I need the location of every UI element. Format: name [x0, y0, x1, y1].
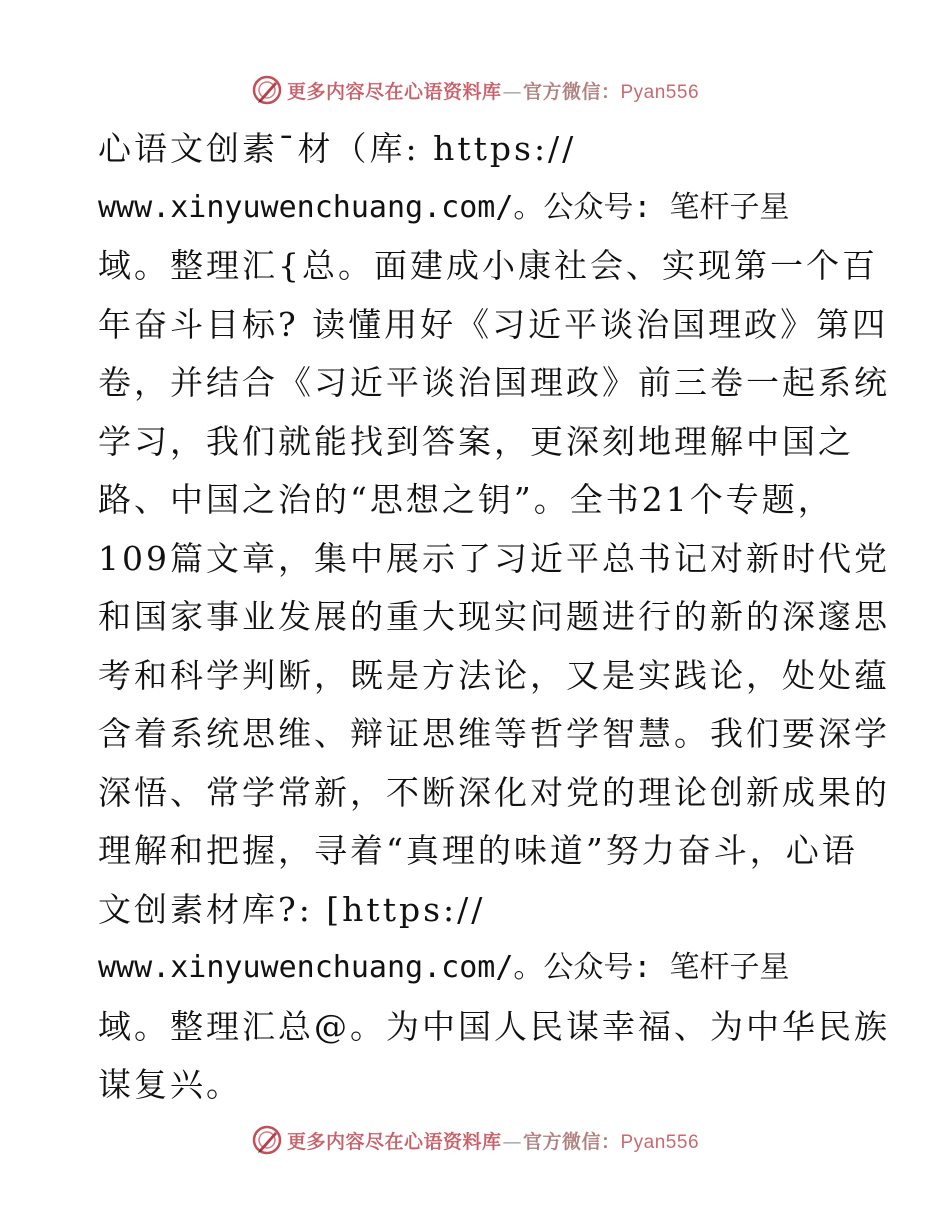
text-line: 理解和把握，寻着“真理的味道”努力奋斗，心语: [98, 831, 858, 870]
text-line: 含着系统思维、辩证思维等哲学智慧。我们要深学: [98, 714, 890, 753]
text-line: 考和科学判断，既是方法论，又是实践论，处处蕴: [98, 655, 890, 695]
banner-text: [287, 77, 699, 104]
text-line: 谋复兴。: [98, 1065, 242, 1104]
banner-wechat-id: Pyan556: [620, 1131, 700, 1153]
text-line: www.xinyuwenchuang.com/。公众号: 笔杆子星: [98, 950, 790, 985]
header-banner: [0, 70, 950, 110]
text-line: 109篇文章，集中展示了习近平总书记对新时代党: [98, 538, 890, 578]
text-line: 深悟、常学常新，不断深化对党的理论创新成果的: [98, 772, 890, 812]
banner-text: [287, 1127, 699, 1154]
text-line: 学习，我们就能找到答案，更深刻地理解中国之: [98, 421, 854, 461]
pen-seal-logo-icon: [251, 74, 283, 106]
text-line: www.xinyuwenchuang.com/。公众号: 笔杆子星: [98, 189, 790, 225]
banner-wechat-id: Pyan556: [620, 81, 700, 103]
banner-separator: —: [502, 80, 522, 103]
text-line: 和国家事业发展的重大现实问题进行的新的深邃思: [98, 597, 890, 636]
footer-banner: [0, 1120, 950, 1160]
text-line: 域。整理汇总@。为中国人民谋幸福、为中华民族: [98, 1006, 890, 1046]
banner-main: 更多内容尽在心语资料库: [286, 1130, 502, 1153]
banner-main: 更多内容尽在心语资料库: [286, 80, 502, 103]
pen-seal-logo-icon: [251, 1124, 283, 1156]
banner-separator: —: [502, 1130, 522, 1153]
text-line: 路、中国之治的“思想之钥”。全书21个专题，: [98, 480, 834, 519]
banner-wechat-label: 官方微信：: [522, 1130, 621, 1153]
document-body: [98, 124, 890, 1119]
text-line: 年奋斗目标? 读懂用好《习近平谈治国理政》第四: [98, 304, 889, 344]
text-line: 卷，并结合《习近平谈治国理政》前三卷一起系统: [98, 363, 890, 402]
text-line: 文创素材库?: [https://: [98, 889, 486, 929]
text-line: 心语文创素¯材（库: https://: [98, 129, 577, 168]
banner-wechat-label: 官方微信：: [522, 80, 621, 103]
text-line: 域。整理汇{总。面建成小康社会、实现第一个百: [98, 246, 878, 285]
